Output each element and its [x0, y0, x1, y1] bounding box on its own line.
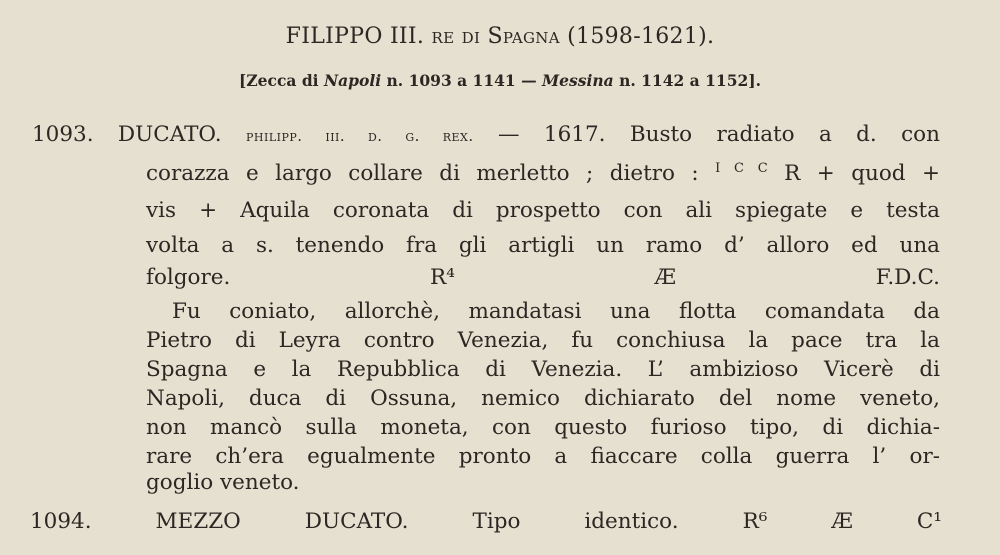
mint-city-messina: Messina — [542, 71, 614, 90]
rarity-1094: R⁶ Æ C¹ — [742, 509, 942, 534]
entry-1093-line-3: vis + Aquila coronata di prospetto con ali spiegate e testa — [146, 198, 940, 223]
mint-range-napoli: n. 1093 a 1141 — — [381, 71, 542, 90]
note-line-6: rare ch’era egualmente pronto a fiaccare colla guerra l’ or- — [146, 444, 940, 469]
note-line-3: Spagna e la Repubblica di Venezia. L’ ambizioso Vicerè di — [146, 357, 940, 382]
note-line-4: Napoli, duca di Ossuna, nemico dichiarato del nome veneto, — [146, 386, 940, 411]
note-line-1: Fu coniato, allorchè, mandatasi una flotta comandata da — [172, 299, 940, 324]
note-line-5: non mancò sulla moneta, con questo furioso tipo, di dichia- — [146, 415, 940, 440]
entry-1094 — [30, 509, 942, 534]
entry-1093-line-1 — [32, 122, 940, 147]
rarity-1093: R⁴ Æ F.D.C. — [430, 265, 940, 290]
page-title — [0, 24, 1000, 49]
note-line-2: Pietro di Leyra contro Venezia, fu conchiusa la pace tra la — [146, 328, 940, 353]
mint-subtitle — [0, 71, 1000, 90]
entry-1093-line-5a: folgore. — [146, 265, 231, 290]
entry-1093-line-1-rest: — 1617. Busto radiato a d. con — [498, 122, 940, 147]
note-line-7: goglio veneto. — [146, 470, 300, 495]
title-re: re di Spagna — [431, 24, 560, 49]
mint-city-napoli: Napoli — [323, 71, 382, 90]
mint-open: [Zecca di — [239, 71, 324, 90]
entry-1094-text: 1094. MEZZO DUCATO. Tipo identico. — [30, 509, 679, 534]
mintmark: I C C — [715, 161, 768, 176]
title-dates: (1598-1621). — [567, 24, 715, 49]
entry-1093-line-4: volta a s. tenendo fra gli artigli un ramo d’ alloro ed una — [146, 233, 940, 258]
entry-1093-line-5 — [146, 265, 940, 290]
entry-1093-line-2a: corazza e largo collare di merletto ; dietro : — [146, 161, 699, 186]
coin-legend: philipp. iii. d. g. rex. — [246, 127, 474, 145]
entry-1093-line-2 — [146, 161, 940, 186]
entry-1093-title: 1093. DUCATO. — [32, 122, 222, 147]
mint-range-messina: n. 1142 a 1152]. — [613, 71, 761, 90]
entry-1093-line-2b: R + quod + — [784, 161, 940, 186]
title-name: FILIPPO III. — [285, 24, 425, 49]
